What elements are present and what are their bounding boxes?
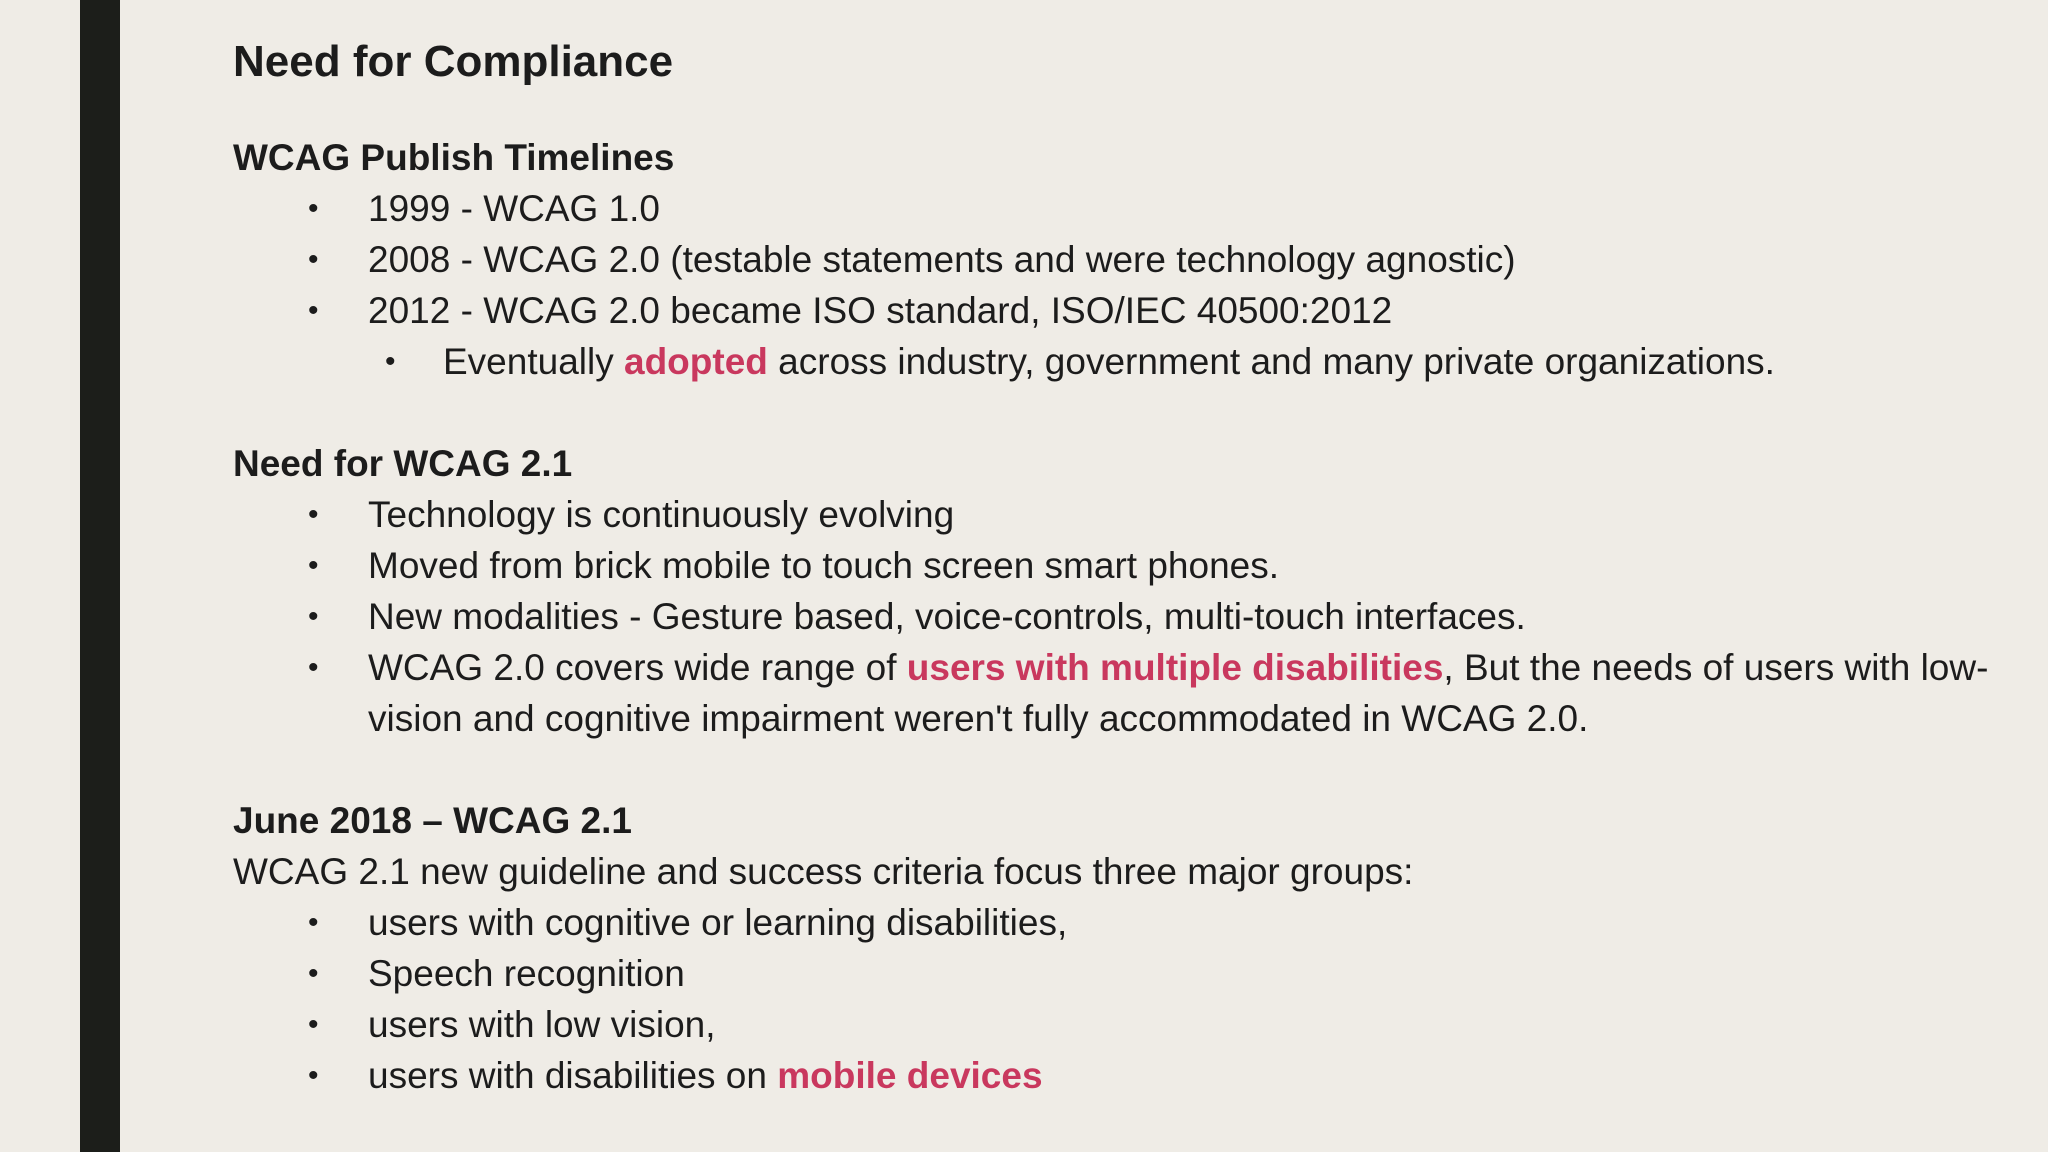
bullet-icon: • [308,1059,319,1092]
list-item-text: Moved from brick mobile to touch screen smart phones. [368,545,1279,586]
bullet-icon: • [308,294,319,327]
highlight-text: users with multiple disabilities [906,647,1444,688]
list-item [233,1050,2013,1101]
list-item-text: Speech recognition [368,953,685,994]
highlight-text: adopted [624,341,768,382]
highlight-text: mobile devices [777,1055,1043,1096]
list-item [233,999,2013,1050]
list-item-text: 2012 - WCAG 2.0 became ISO standard, ISO/IEC 40500:2012 [368,290,1393,331]
spacer [233,744,2013,795]
list-item [233,234,2013,285]
bullet-icon: • [385,345,396,378]
list-item-text: WCAG 2.0 covers wide range of [368,647,907,688]
list-item-text: Eventually [443,341,624,382]
list-item [233,489,2013,540]
list-item-text: across industry, government and many private organizations. [767,341,1775,382]
list-item-text: users with cognitive or learning disabilities, [368,902,1068,943]
list-item-text: Technology is continuously evolving [368,494,955,535]
sub-list-item [233,336,2013,387]
section-intro: WCAG 2.1 new guideline and success criteria focus three major groups: [233,851,1414,892]
section-heading-need-wcag21: Need for WCAG 2.1 [233,443,573,484]
list-item [233,591,2013,642]
bullet-icon: • [308,549,319,582]
bullet-icon: • [308,243,319,276]
bullet-icon: • [308,906,319,939]
bullet-icon: • [308,192,319,225]
list-item [233,183,2013,234]
list-item-text: 1999 - WCAG 1.0 [368,188,661,229]
section-heading-june-2018: June 2018 – WCAG 2.1 [233,800,632,841]
spacer [233,387,2013,438]
bullet-icon: • [308,498,319,531]
bullet-icon: • [308,651,319,684]
list-item [233,642,2013,744]
list-item [233,540,2013,591]
slide-title: Need for Compliance [233,37,674,86]
list-item [233,897,2013,948]
list-item-text: users with disabilities on [368,1055,778,1096]
list-item [233,948,2013,999]
bullet-icon: • [308,1008,319,1041]
slide-body [233,132,2013,1101]
list-item [233,285,2013,336]
list-item-text: , But the needs of users with low-vision and cognitive impairment weren't fully accommodated in WCAG 2.0. [368,647,1989,739]
list-item-text: 2008 - WCAG 2.0 (testable statements and were technology agnostic) [368,239,1516,280]
section-heading-timelines: WCAG Publish Timelines [233,137,675,178]
list-item-text: users with low vision, [368,1004,716,1045]
bullet-icon: • [308,600,319,633]
bullet-icon: • [308,957,319,990]
left-accent-bar [80,0,120,1152]
list-item-text: New modalities - Gesture based, voice-controls, multi-touch interfaces. [368,596,1526,637]
